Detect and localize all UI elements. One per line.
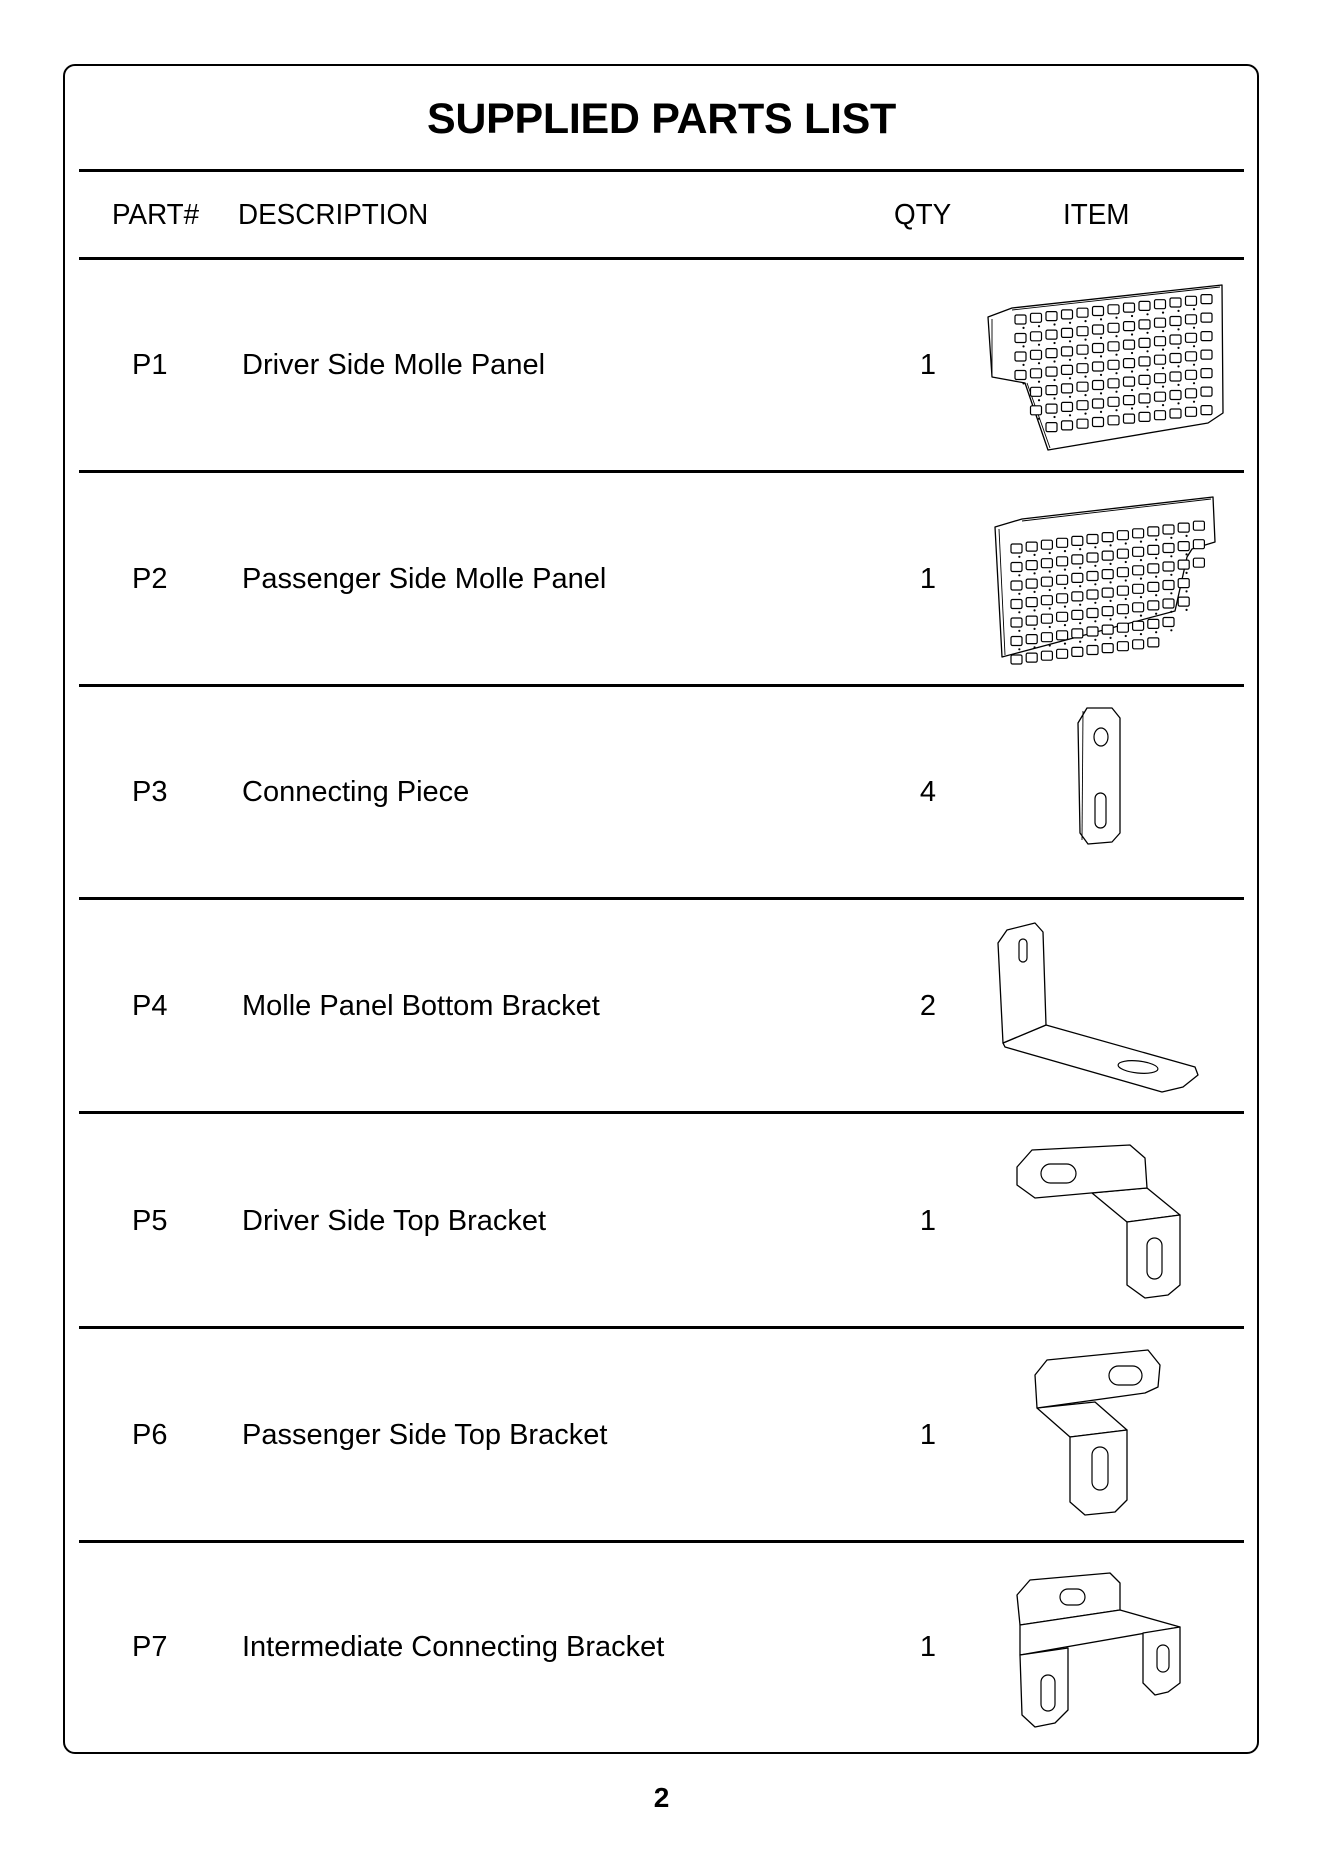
molle-panel-passenger-illustration-icon (975, 484, 1235, 674)
part-description: Intermediate Connecting Bracket (242, 1631, 665, 1663)
header-top-divider (79, 169, 1244, 172)
part-description: Molle Panel Bottom Bracket (242, 990, 600, 1022)
column-header-item: ITEM (1063, 199, 1130, 231)
part-number: P4 (132, 990, 168, 1022)
part-quantity: 1 (919, 1205, 937, 1237)
bottom-bracket-illustration-icon (990, 910, 1220, 1110)
connecting-piece-illustration-icon (1050, 700, 1170, 880)
page-title: SUPPLIED PARTS LIST (427, 95, 896, 143)
part-number: P1 (132, 349, 168, 381)
part-quantity: 4 (919, 776, 937, 808)
table-row (0, 1328, 1323, 1542)
part-description: Connecting Piece (242, 776, 470, 808)
part-description: Passenger Side Molle Panel (242, 563, 607, 595)
part-quantity: 1 (919, 1631, 937, 1663)
table-row (0, 258, 1323, 472)
page-number: 2 (653, 1782, 670, 1813)
part-description: Driver Side Top Bracket (242, 1205, 547, 1237)
column-header-qty: QTY (894, 199, 952, 231)
part-description: Passenger Side Top Bracket (242, 1419, 608, 1451)
part-quantity: 2 (919, 990, 937, 1022)
part-number: P5 (132, 1205, 168, 1237)
part-number: P2 (132, 563, 168, 595)
driver-top-bracket-illustration-icon (1000, 1125, 1210, 1325)
part-number: P6 (132, 1419, 168, 1451)
table-row (0, 1114, 1323, 1328)
part-description: Driver Side Molle Panel (242, 349, 546, 381)
part-quantity: 1 (919, 563, 937, 595)
part-quantity: 1 (919, 1419, 937, 1451)
column-header-part: PART# (112, 199, 200, 231)
intermediate-bracket-illustration-icon (1000, 1555, 1210, 1750)
molle-panel-driver-illustration-icon (975, 270, 1235, 460)
part-quantity: 1 (919, 349, 937, 381)
table-row (0, 1540, 1323, 1754)
column-header-description: DESCRIPTION (238, 199, 429, 231)
passenger-top-bracket-illustration-icon (1020, 1340, 1210, 1540)
table-row (0, 472, 1323, 686)
part-number: P3 (132, 776, 168, 808)
table-row (0, 685, 1323, 899)
table-row (0, 899, 1323, 1113)
part-number: P7 (132, 1631, 168, 1663)
